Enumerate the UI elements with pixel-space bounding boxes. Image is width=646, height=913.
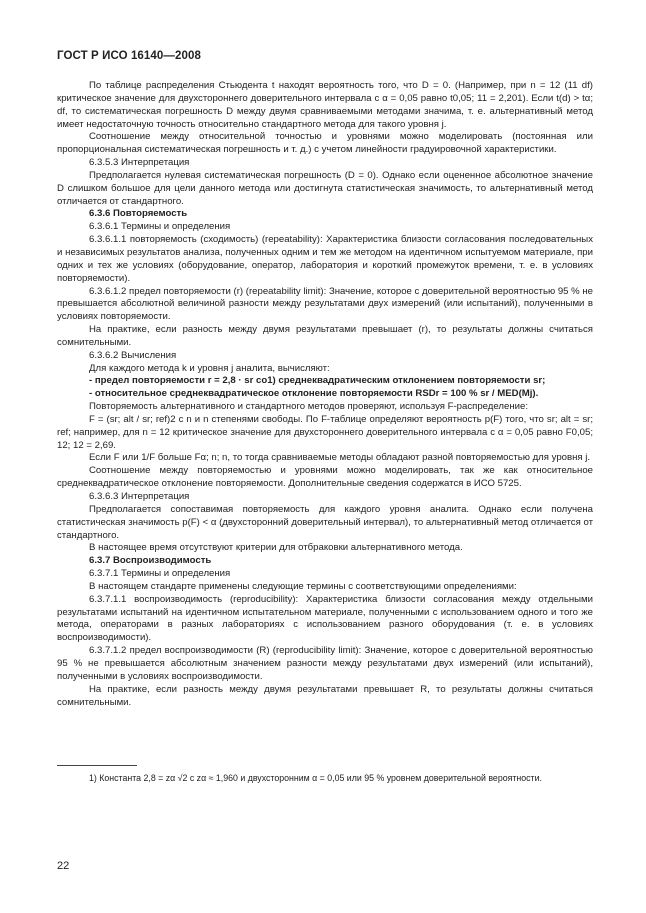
paragraph: Соотношение между относительной точностью и уровнями можно моделировать (постоянная или пропорциональная систематическая погрешность и т. д.) с учетом линейности градуировочной характеристики. <box>57 131 593 156</box>
definition: 6.3.6.1.2 предел повторяемости (r) (repeatability limit): Значение, которое с доверительной вероятностью 95 % не превышается абсолютной величиной разности между результатами двух измерений (или испытаний), полученными в условиях повторяемости. <box>57 285 593 323</box>
list-item: - относительное среднеквадратическое отклонение повторяемости RSDr = 100 % sr / MED(Mj). <box>89 388 539 400</box>
section-heading: 6.3.7.1 Термины и определения <box>89 568 231 580</box>
paragraph: В настоящее время отсутствуют критерии для отбраковки альтернативного метода. <box>89 542 463 554</box>
paragraph: Предполагается сопоставимая повторяемость для каждого уровня аналита. Однако если получена статистическая значимость p(F) < α (двухсторонний доверительный интервал), то альтернативный метод отличается от стандартного. <box>57 503 593 541</box>
section-heading: 6.3.7 Воспроизводимость <box>89 555 212 567</box>
paragraph: На практике, если разность между двумя результатами превышает (r), то результаты должны считаться сомнительными. <box>57 324 593 348</box>
paragraph: Соотношение между повторяемостью и уровнями можно моделировать, так же как относительное среднеквадратическое отклонение повторяемости. Дополнительные сведения содержатся в ИСО 5725. <box>57 465 593 490</box>
section-heading: 6.3.6 Повторяемость <box>89 208 188 220</box>
section-heading: 6.3.6.3 Интерпретация <box>89 491 190 502</box>
standard-header: ГОСТ Р ИСО 16140—2008 <box>57 50 202 62</box>
paragraph: Повторяемость альтернативного и стандартного методов проверяют, используя F-распределение: <box>89 401 529 413</box>
footnote: 1) Константа 2,8 = zα √2 с zα ≈ 1,960 и двухсторонним α = 0,05 или 95 % уровнем доверительной вероятности. <box>89 773 542 783</box>
body-text <box>57 80 593 709</box>
paragraph: В настоящем стандарте применены следующие термины с соответствующими определениями: <box>89 580 517 592</box>
formula-paragraph: F = (sr; alt / sr; ref)2 с n и n степенями свободы. По F-таблице определяют вероятность p(F) того, что sr; alt = sr; ref; например, для n = 12 критическое значение для двухстороннего доверительного интервала с α = 0,05 равно F0,05; 12; 12 = 2,69. <box>57 413 593 451</box>
paragraph: Если F или 1/F больше Fα; n; n, то тогда сравниваемые методы обладают разной повторяемостью для уровня j. <box>89 452 591 464</box>
section-heading: 6.3.5.3 Интерпретация <box>89 157 190 169</box>
definition: 6.3.7.1.1 воспроизводимость (reproducibility): Характеристика близости согласования между отдельными результатами испытаний на идентичном испытательном материале, полученными с использованием одного и того же метода, операторами в разных лабораториях с использованием разного оборудования (т. е. в условиях воспроизводимости). <box>57 593 593 644</box>
page-number: 22 <box>57 860 70 872</box>
paragraph: На практике, если разность между двумя результатами превышает R, то результаты должны считаться сомнительными. <box>57 683 593 708</box>
definition: 6.3.6.1.1 повторяемость (сходимость) (repeatability): Характеристика близости согласования последовательных и независимых результатов анализа, полученных одним и тем же методом на идентичном испытуемом материале, при одних и тех же условиях (оборудование, оператор, лаборатория и короткий промежуток времени, т. е. в условиях повторяемости). <box>57 234 593 284</box>
footnote-divider <box>57 765 137 766</box>
section-heading: 6.3.6.1 Термины и определения <box>89 221 231 233</box>
section-heading: 6.3.6.2 Вычисления <box>89 349 177 361</box>
list-item: - предел повторяемости r = 2,8 · sr со1) среднеквадратическим отклонением повторяемости sr; <box>89 375 546 387</box>
paragraph: По таблице распределения Стьюдента t находят вероятность того, что D = 0. (Например, при n = 12 (11 df) критическое значение для двухстороннего доверительного интервала с α = 0,05 равно t0,05; 11 = 2,201). Если t(d) > tα; df, то систематическая погрешность D между двумя сравниваемыми методами значима, т. е. альтернативный метод имеет недостаточную точность относительно стандартного метода для такого уровня j. <box>57 80 593 130</box>
definition: 6.3.7.1.2 предел воспроизводимости (R) (reproducibility limit): Значение, которое с доверительной вероятностью 95 % не превышается абсолютным значением разности между результатами двух измерений (или испытаний), полученными в условиях воспроизводимости. <box>57 645 593 682</box>
paragraph: Для каждого метода k и уровня j аналита, вычисляют: <box>89 362 330 374</box>
paragraph: Предполагается нулевая систематическая погрешность (D = 0). Однако если оцененное абсолютное значение D слишком большое для цели данного метода или достигнута статистическая значимость, то альтернативный метод отличается от стандартного. <box>57 169 593 207</box>
